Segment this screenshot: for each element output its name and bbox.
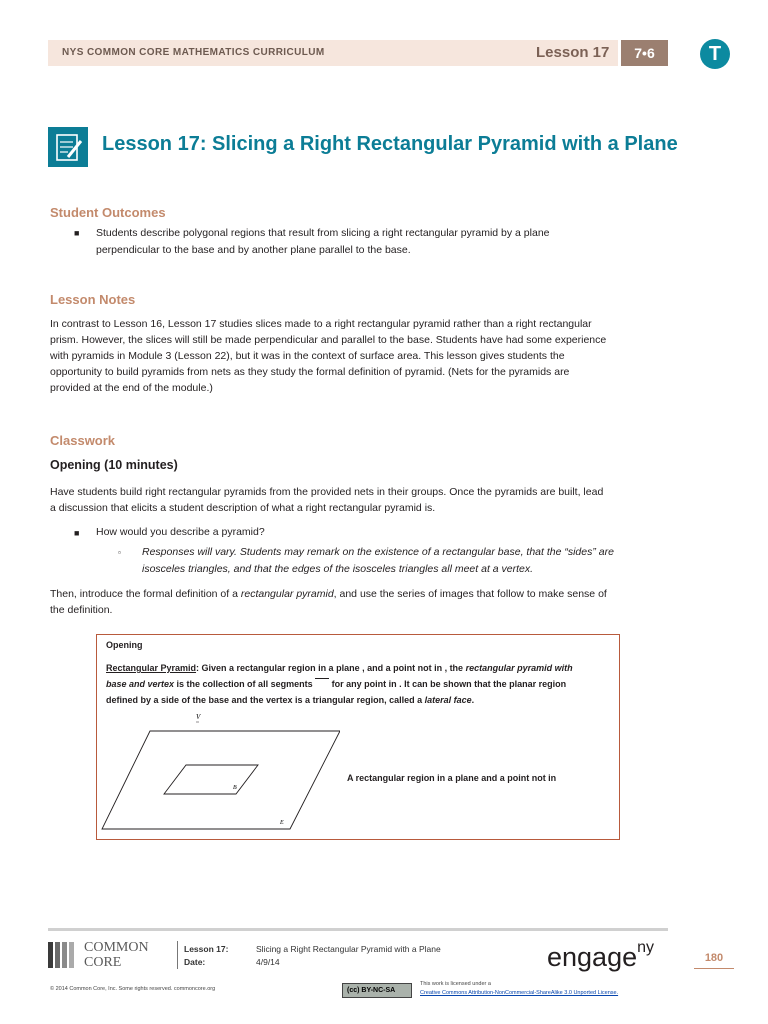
license-text: This work is licensed under a <box>420 981 491 987</box>
rectangular-pyramid-definition: Rectangular Pyramid: Given a rectangular region in a plane , and a point not in , the rectangular pyramid with base and vertex is the collection of all segments for any point in . It can be shown that the planar region defined by a side of the base and the vertex is a triangular region, called a lateral face. <box>106 663 573 705</box>
curriculum-label: NYS COMMON CORE MATHEMATICS CURRICULUM <box>62 47 325 58</box>
common-core-logo-icon <box>48 940 80 970</box>
outcome-line-2: perpendicular to the base and by another plane parallel to the base. <box>96 244 411 256</box>
lesson-title: Lesson 17: Slicing a Right Rectangular Pyramid with a Plane <box>102 133 678 155</box>
diagram-caption: A rectangular region in a plane and a point not in <box>347 773 557 783</box>
opening-heading: Opening (10 minutes) <box>50 458 178 472</box>
lesson-notes-line: prism. However, the slices will still be made perpendicular and parallel to the base. Students have had some experience <box>50 334 607 346</box>
footer-date-value: 4/9/14 <box>256 957 280 967</box>
engageny-logo: engage$^{ny}$ <box>547 939 655 972</box>
page-number-underline <box>694 968 734 969</box>
discussion-question: How would you describe a pyramid? <box>96 526 265 538</box>
footer-lesson-value: Slicing a Right Rectangular Pyramid with a Plane <box>256 944 441 954</box>
plane-e <box>102 731 340 829</box>
copyright-text: © 2014 Common Core, Inc. Some rights reserved. commoncore.org <box>50 986 216 992</box>
footer-date-label: Date: <box>184 957 206 967</box>
footer-lesson-label: Lesson 17: <box>184 944 229 954</box>
footer-rule <box>48 928 668 931</box>
license-link[interactable]: Creative Commons Attribution-NonCommercial-ShareAlike 3.0 Unported License. <box>420 990 619 996</box>
response-line-2: isosceles triangles, and that the edges of the isosceles triangles all meet at a vertex. <box>142 563 534 575</box>
plane-label-e: E <box>280 820 284 826</box>
lesson-notes-heading: Lesson Notes <box>50 292 136 307</box>
lesson-notes-line: with pyramids in Module 3 (Lesson 22), but it was in the context of surface area. This lesson gives students the <box>50 350 565 362</box>
plane-with-rectangle-diagram <box>100 705 340 830</box>
teacher-badge: T <box>700 39 730 69</box>
response-line-1: Responses will vary. Students may remark on the existence of a rectangular base, that the “sides” are <box>142 546 614 558</box>
sub-bullet-icon: ▫ <box>118 548 121 557</box>
cc-license-badge: (cc) BY-NC-SA <box>342 983 412 998</box>
bullet-icon: ■ <box>74 228 80 238</box>
outcome-line-1: Students describe polygonal regions that result from slicing a right rectangular pyramid by a plane <box>96 227 550 239</box>
classwork-heading: Classwork <box>50 433 116 448</box>
lesson-notes-line: provided at the end of the module.) <box>50 382 213 394</box>
bullet-icon: ■ <box>74 528 80 538</box>
lesson-notes-line: In contrast to Lesson 16, Lesson 17 studies slices made to a right rectangular pyramid rather than a right rectangular <box>50 318 592 330</box>
student-outcomes-heading: Student Outcomes <box>50 205 166 220</box>
header-lesson: Lesson 17 <box>536 44 610 61</box>
vertex-label-v: V <box>196 713 201 721</box>
region-label-b: B <box>233 785 237 791</box>
common-core-wordmark: COMMON CORE <box>84 940 149 970</box>
definition-term: Rectangular Pyramid <box>106 663 197 673</box>
definition-intro-line-1: Then, introduce the formal definition of a rectangular pyramid, and use the series of images that follow to make sense of <box>50 588 607 600</box>
footer-divider <box>177 941 178 969</box>
header-grade: 7•6 <box>621 40 668 66</box>
page-number: 180 <box>704 952 724 964</box>
lesson-notebook-icon <box>48 127 88 167</box>
definition-intro-line-2: the definition. <box>50 604 113 616</box>
rectangular-region-b <box>164 765 258 794</box>
opening-intro-line-2: a discussion that elicits a student description of what a right rectangular pyramid is. <box>50 502 436 514</box>
opening-intro-line-1: Have students build right rectangular pyramids from the provided nets in their groups. Once the pyramids are built, lead <box>50 486 604 498</box>
opening-box-title: Opening <box>106 640 143 650</box>
lesson-notes-line: opportunity to build pyramids from nets as they study the formal definition of pyramid. (Nets for the pyramids are <box>50 366 570 378</box>
